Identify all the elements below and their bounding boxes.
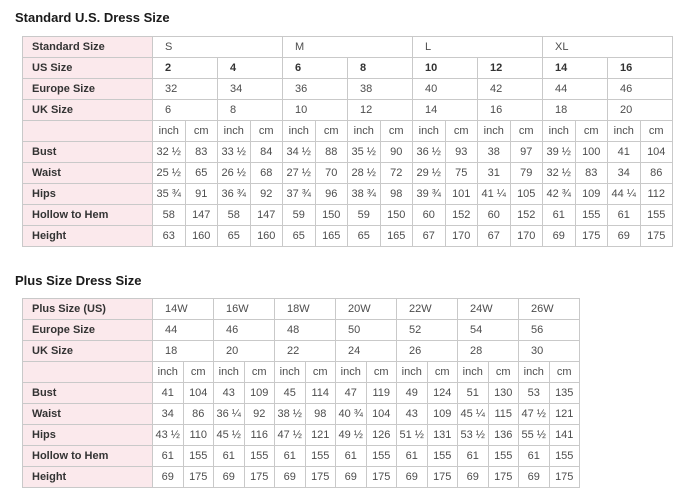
data-cell: 28 ½: [348, 162, 381, 183]
row-label: Waist: [23, 162, 153, 183]
unit-cell: inch: [458, 362, 489, 383]
size-cell: 12: [478, 57, 543, 78]
size-cell: 18W: [275, 299, 336, 320]
data-cell: 36 ¼: [214, 404, 245, 425]
size-cell: 44: [543, 78, 608, 99]
measurement-row: [23, 404, 580, 425]
size-cell: 18: [153, 341, 214, 362]
size-cell: 6: [153, 99, 218, 120]
size-cell: 22W: [397, 299, 458, 320]
measurement-row: [23, 141, 673, 162]
data-cell: 115: [488, 404, 519, 425]
unit-cell: cm: [183, 362, 214, 383]
size-cell: 24: [336, 341, 397, 362]
unit-cell: inch: [214, 362, 245, 383]
data-cell: 32 ½: [153, 141, 186, 162]
data-cell: 69: [543, 225, 576, 246]
measurement-row: [23, 425, 580, 446]
size-cell: 20: [608, 99, 673, 120]
row-label: UK Size: [23, 341, 153, 362]
row-label: Hips: [23, 425, 153, 446]
data-cell: 90: [380, 141, 413, 162]
plus-size-title: Plus Size Dress Size: [15, 272, 142, 288]
data-cell: 98: [305, 404, 336, 425]
data-cell: 69: [214, 467, 245, 488]
data-cell: 116: [244, 425, 275, 446]
data-cell: 114: [305, 383, 336, 404]
row-label: Waist: [23, 404, 153, 425]
data-cell: 152: [445, 204, 478, 225]
size-cell: 10: [413, 57, 478, 78]
data-cell: 43: [214, 383, 245, 404]
size-cell: 10: [283, 99, 348, 120]
measurement-row: [23, 225, 673, 246]
size-cell: 14W: [153, 299, 214, 320]
size-cell: 14: [413, 99, 478, 120]
unit-cell: inch: [336, 362, 367, 383]
data-cell: 104: [183, 383, 214, 404]
data-cell: 100: [575, 141, 608, 162]
row-label: [23, 120, 153, 141]
unit-cell: inch: [397, 362, 428, 383]
data-cell: 38: [478, 141, 511, 162]
size-cell: 20: [214, 341, 275, 362]
data-cell: 170: [510, 225, 543, 246]
data-cell: 152: [510, 204, 543, 225]
data-cell: 43: [397, 404, 428, 425]
data-cell: 29 ½: [413, 162, 446, 183]
size-cell: L: [413, 36, 543, 57]
unit-cell: inch: [275, 362, 306, 383]
unit-cell: inch: [413, 120, 446, 141]
size-cell: 42: [478, 78, 543, 99]
data-cell: 61: [214, 446, 245, 467]
data-cell: 93: [445, 141, 478, 162]
size-cell: 32: [153, 78, 218, 99]
size-cell: 18: [543, 99, 608, 120]
data-cell: 53 ½: [458, 425, 489, 446]
data-cell: 147: [250, 204, 283, 225]
size-cell: XL: [543, 36, 673, 57]
data-cell: 44 ¼: [608, 183, 641, 204]
size-cell: 54: [458, 320, 519, 341]
data-cell: 69: [275, 467, 306, 488]
data-cell: 47: [336, 383, 367, 404]
data-cell: 33 ½: [218, 141, 251, 162]
row-label: Europe Size: [23, 320, 153, 341]
data-cell: 67: [413, 225, 446, 246]
data-cell: 109: [244, 383, 275, 404]
data-cell: 83: [575, 162, 608, 183]
data-cell: 126: [366, 425, 397, 446]
row-label: Height: [23, 467, 153, 488]
data-cell: 175: [575, 225, 608, 246]
unit-cell: cm: [488, 362, 519, 383]
size-cell: 26: [397, 341, 458, 362]
data-cell: 60: [478, 204, 511, 225]
row-label: Hollow to Hem: [23, 204, 153, 225]
unit-cell: inch: [153, 120, 186, 141]
data-cell: 61: [275, 446, 306, 467]
data-cell: 165: [380, 225, 413, 246]
data-cell: 92: [244, 404, 275, 425]
data-cell: 34: [153, 404, 184, 425]
data-cell: 155: [640, 204, 673, 225]
unit-cell: inch: [608, 120, 641, 141]
data-cell: 175: [488, 467, 519, 488]
data-cell: 61: [153, 446, 184, 467]
data-cell: 136: [488, 425, 519, 446]
standard-size-section: [0, 6, 694, 247]
data-cell: 39 ¾: [413, 183, 446, 204]
data-cell: 124: [427, 383, 458, 404]
measurement-row: [23, 183, 673, 204]
unit-cell: inch: [543, 120, 576, 141]
unit-row: [23, 120, 673, 141]
data-cell: 36 ½: [413, 141, 446, 162]
row-label: Hollow to Hem: [23, 446, 153, 467]
measurement-row: [23, 204, 673, 225]
size-cell: 36: [283, 78, 348, 99]
unit-cell: cm: [380, 120, 413, 141]
size-cell: 48: [275, 320, 336, 341]
data-cell: 38 ½: [275, 404, 306, 425]
data-cell: 175: [640, 225, 673, 246]
data-cell: 36 ¾: [218, 183, 251, 204]
data-cell: 61: [458, 446, 489, 467]
data-cell: 65: [185, 162, 218, 183]
size-cell: 16W: [214, 299, 275, 320]
size-cell: 52: [397, 320, 458, 341]
unit-cell: inch: [478, 120, 511, 141]
data-cell: 45 ½: [214, 425, 245, 446]
data-cell: 53: [519, 383, 550, 404]
size-header-row: [23, 299, 580, 320]
size-cell: 22: [275, 341, 336, 362]
data-cell: 121: [549, 404, 580, 425]
measurement-row: [23, 446, 580, 467]
unit-cell: cm: [549, 362, 580, 383]
data-cell: 58: [153, 204, 186, 225]
data-cell: 175: [549, 467, 580, 488]
data-cell: 59: [348, 204, 381, 225]
data-cell: 49: [397, 383, 428, 404]
size-header-row: [23, 99, 673, 120]
data-cell: 65: [218, 225, 251, 246]
size-cell: 26W: [519, 299, 580, 320]
data-cell: 109: [575, 183, 608, 204]
data-cell: 121: [305, 425, 336, 446]
data-cell: 155: [549, 446, 580, 467]
data-cell: 135: [549, 383, 580, 404]
row-label: UK Size: [23, 99, 153, 120]
unit-cell: cm: [510, 120, 543, 141]
row-label: Bust: [23, 383, 153, 404]
size-cell: 4: [218, 57, 283, 78]
unit-cell: cm: [640, 120, 673, 141]
size-cell: 20W: [336, 299, 397, 320]
size-cell: 40: [413, 78, 478, 99]
data-cell: 49 ½: [336, 425, 367, 446]
unit-cell: cm: [315, 120, 348, 141]
data-cell: 101: [445, 183, 478, 204]
unit-cell: cm: [427, 362, 458, 383]
data-cell: 105: [510, 183, 543, 204]
data-cell: 69: [336, 467, 367, 488]
size-cell: 24W: [458, 299, 519, 320]
data-cell: 104: [640, 141, 673, 162]
size-cell: 28: [458, 341, 519, 362]
data-cell: 51: [458, 383, 489, 404]
size-header-row: [23, 341, 580, 362]
size-cell: S: [153, 36, 283, 57]
unit-cell: cm: [305, 362, 336, 383]
data-cell: 27 ½: [283, 162, 316, 183]
data-cell: 67: [478, 225, 511, 246]
size-cell: 38: [348, 78, 413, 99]
data-cell: 86: [183, 404, 214, 425]
data-cell: 98: [380, 183, 413, 204]
data-cell: 110: [183, 425, 214, 446]
data-cell: 41: [608, 141, 641, 162]
data-cell: 155: [488, 446, 519, 467]
size-cell: 6: [283, 57, 348, 78]
data-cell: 42 ¾: [543, 183, 576, 204]
data-cell: 155: [366, 446, 397, 467]
standard-size-title: Standard U.S. Dress Size: [15, 10, 170, 25]
data-cell: 155: [575, 204, 608, 225]
data-cell: 104: [366, 404, 397, 425]
data-cell: 96: [315, 183, 348, 204]
data-cell: 61: [519, 446, 550, 467]
data-cell: 131: [427, 425, 458, 446]
unit-cell: inch: [218, 120, 251, 141]
data-cell: 34: [608, 162, 641, 183]
data-cell: 155: [244, 446, 275, 467]
data-cell: 55 ½: [519, 425, 550, 446]
data-cell: 34 ½: [283, 141, 316, 162]
data-cell: 35 ½: [348, 141, 381, 162]
data-cell: 69: [153, 467, 184, 488]
plus-size-section: [0, 261, 694, 489]
data-cell: 69: [608, 225, 641, 246]
data-cell: 84: [250, 141, 283, 162]
data-cell: 45: [275, 383, 306, 404]
row-label: Height: [23, 225, 153, 246]
data-cell: 65: [283, 225, 316, 246]
data-cell: 43 ½: [153, 425, 184, 446]
data-cell: 41: [153, 383, 184, 404]
data-cell: 26 ½: [218, 162, 251, 183]
unit-cell: inch: [153, 362, 184, 383]
data-cell: 92: [250, 183, 283, 204]
data-cell: 65: [348, 225, 381, 246]
data-cell: 175: [244, 467, 275, 488]
size-cell: 30: [519, 341, 580, 362]
data-cell: 39 ½: [543, 141, 576, 162]
data-cell: 47 ½: [519, 404, 550, 425]
unit-cell: cm: [244, 362, 275, 383]
row-label: Hips: [23, 183, 153, 204]
unit-cell: inch: [519, 362, 550, 383]
size-cell: 16: [478, 99, 543, 120]
data-cell: 155: [183, 446, 214, 467]
size-cell: 44: [153, 320, 214, 341]
unit-cell: cm: [575, 120, 608, 141]
data-cell: 60: [413, 204, 446, 225]
unit-cell: inch: [283, 120, 316, 141]
size-cell: 2: [153, 57, 218, 78]
data-cell: 155: [305, 446, 336, 467]
data-cell: 32 ½: [543, 162, 576, 183]
data-cell: 41 ¼: [478, 183, 511, 204]
data-cell: 175: [183, 467, 214, 488]
data-cell: 59: [283, 204, 316, 225]
data-cell: 75: [445, 162, 478, 183]
data-cell: 61: [608, 204, 641, 225]
unit-cell: inch: [348, 120, 381, 141]
data-cell: 175: [427, 467, 458, 488]
data-cell: 25 ½: [153, 162, 186, 183]
data-cell: 86: [640, 162, 673, 183]
data-cell: 69: [519, 467, 550, 488]
data-cell: 91: [185, 183, 218, 204]
data-cell: 83: [185, 141, 218, 162]
size-cell: 12: [348, 99, 413, 120]
unit-cell: cm: [366, 362, 397, 383]
data-cell: 61: [543, 204, 576, 225]
size-cell: M: [283, 36, 413, 57]
size-cell: 8: [348, 57, 413, 78]
plus-size-table: [22, 298, 580, 488]
data-cell: 51 ½: [397, 425, 428, 446]
data-cell: 141: [549, 425, 580, 446]
data-cell: 109: [427, 404, 458, 425]
size-cell: 46: [214, 320, 275, 341]
data-cell: 119: [366, 383, 397, 404]
row-label: Plus Size (US): [23, 299, 153, 320]
data-cell: 45 ¼: [458, 404, 489, 425]
measurement-row: [23, 467, 580, 488]
unit-cell: cm: [445, 120, 478, 141]
size-cell: 46: [608, 78, 673, 99]
measurement-row: [23, 383, 580, 404]
unit-row: [23, 362, 580, 383]
size-cell: 8: [218, 99, 283, 120]
data-cell: 35 ¾: [153, 183, 186, 204]
data-cell: 37 ¾: [283, 183, 316, 204]
size-header-row: [23, 78, 673, 99]
data-cell: 38 ¾: [348, 183, 381, 204]
data-cell: 112: [640, 183, 673, 204]
data-cell: 61: [336, 446, 367, 467]
data-cell: 175: [366, 467, 397, 488]
data-cell: 165: [315, 225, 348, 246]
data-cell: 61: [397, 446, 428, 467]
size-header-row: [23, 57, 673, 78]
data-cell: 88: [315, 141, 348, 162]
data-cell: 150: [380, 204, 413, 225]
data-cell: 72: [380, 162, 413, 183]
unit-cell: cm: [185, 120, 218, 141]
row-label: Bust: [23, 141, 153, 162]
data-cell: 160: [250, 225, 283, 246]
size-cell: 50: [336, 320, 397, 341]
data-cell: 130: [488, 383, 519, 404]
data-cell: 97: [510, 141, 543, 162]
data-cell: 175: [305, 467, 336, 488]
data-cell: 70: [315, 162, 348, 183]
size-cell: 56: [519, 320, 580, 341]
data-cell: 47 ½: [275, 425, 306, 446]
data-cell: 69: [458, 467, 489, 488]
data-cell: 68: [250, 162, 283, 183]
data-cell: 63: [153, 225, 186, 246]
size-cell: 14: [543, 57, 608, 78]
data-cell: 160: [185, 225, 218, 246]
standard-size-table: [22, 36, 673, 247]
size-cell: 16: [608, 57, 673, 78]
row-label: [23, 362, 153, 383]
data-cell: 79: [510, 162, 543, 183]
row-label: US Size: [23, 57, 153, 78]
unit-cell: cm: [250, 120, 283, 141]
row-label: Europe Size: [23, 78, 153, 99]
row-label: Standard Size: [23, 36, 153, 57]
data-cell: 69: [397, 467, 428, 488]
data-cell: 40 ¾: [336, 404, 367, 425]
size-header-row: [23, 320, 580, 341]
data-cell: 150: [315, 204, 348, 225]
data-cell: 147: [185, 204, 218, 225]
measurement-row: [23, 162, 673, 183]
data-cell: 58: [218, 204, 251, 225]
data-cell: 170: [445, 225, 478, 246]
size-cell: 34: [218, 78, 283, 99]
data-cell: 155: [427, 446, 458, 467]
size-header-row: [23, 36, 673, 57]
data-cell: 31: [478, 162, 511, 183]
